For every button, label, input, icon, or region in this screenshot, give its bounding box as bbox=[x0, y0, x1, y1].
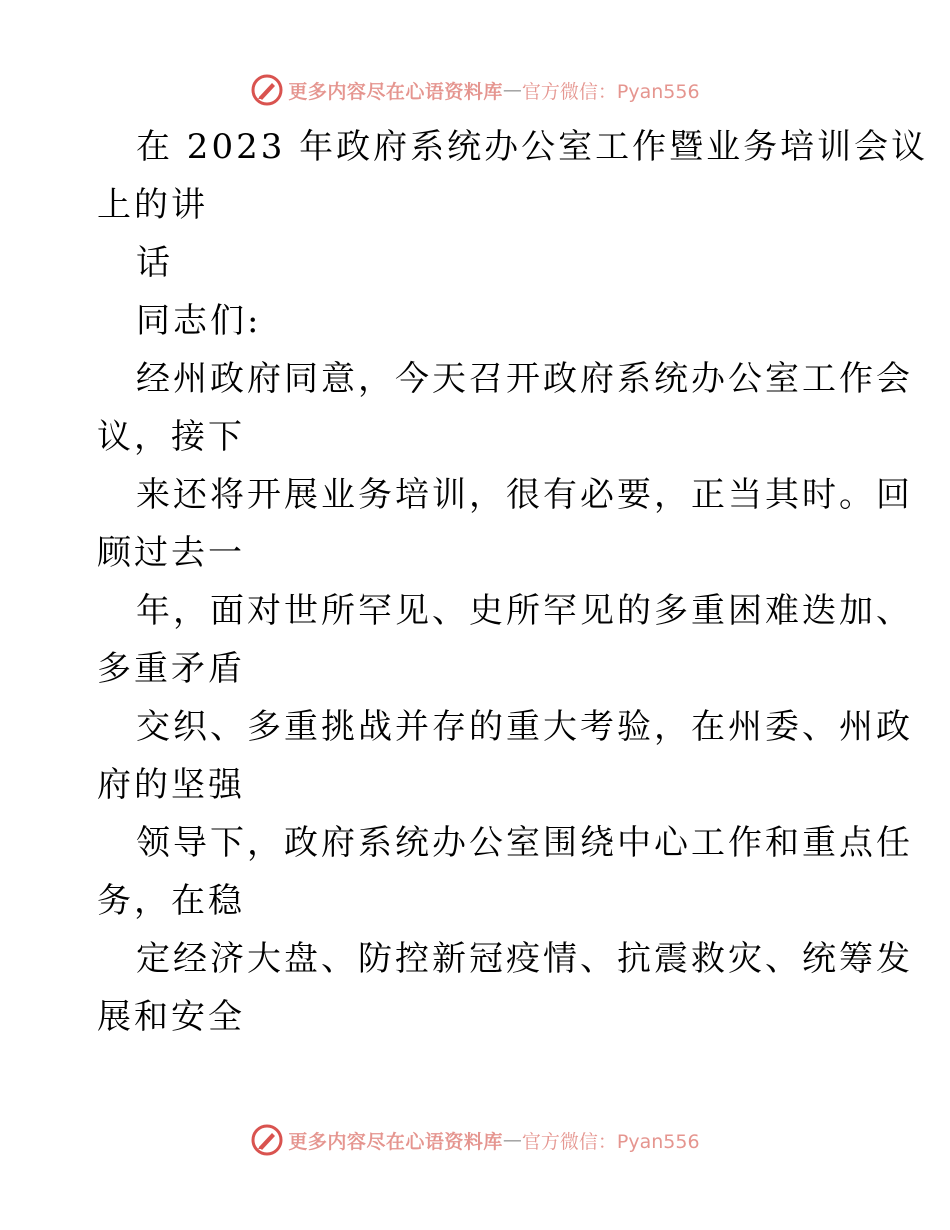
document-title-line-1: 在 2023 年政府系统办公室工作暨业务培训会议 bbox=[136, 127, 929, 167]
paragraph-line: 府的坚强 bbox=[97, 765, 245, 805]
document-title-line-3: 话 bbox=[136, 243, 173, 283]
watermark-brand: 更多内容尽在心语资料库 bbox=[288, 1130, 503, 1153]
salutation: 同志们: bbox=[136, 301, 262, 341]
watermark-dash: — bbox=[502, 79, 522, 101]
paragraph-line: 议，接下 bbox=[97, 417, 245, 457]
header-watermark bbox=[0, 70, 950, 110]
watermark-dash: — bbox=[502, 1129, 522, 1151]
paragraph-line: 展和安全 bbox=[97, 997, 245, 1037]
watermark-wechat: 官方微信：Pyan556 bbox=[521, 80, 700, 103]
pen-logo-icon bbox=[250, 73, 284, 107]
paragraph-line: 务，在稳 bbox=[97, 881, 245, 921]
paragraph-line: 交织、多重挑战并存的重大考验，在州委、州政 bbox=[136, 707, 913, 747]
paragraph-line: 经州政府同意，今天召开政府系统办公室工作会 bbox=[136, 359, 913, 399]
paragraph-line: 年，面对世所罕见、史所罕见的多重困难迭加、 bbox=[136, 591, 913, 631]
paragraph-line: 多重矛盾 bbox=[97, 649, 245, 689]
paragraph-line: 来还将开展业务培训，很有必要，正当其时。回 bbox=[136, 475, 913, 515]
paragraph-line: 顾过去一 bbox=[97, 533, 245, 573]
footer-watermark bbox=[0, 1120, 950, 1160]
watermark-brand: 更多内容尽在心语资料库 bbox=[288, 80, 503, 103]
watermark-wechat: 官方微信：Pyan556 bbox=[521, 1130, 700, 1153]
paragraph-line: 领导下，政府系统办公室围绕中心工作和重点任 bbox=[136, 823, 913, 863]
pen-logo-icon bbox=[250, 1123, 284, 1157]
paragraph-line: 定经济大盘、防控新冠疫情、抗震救灾、统筹发 bbox=[136, 939, 913, 979]
document-title-line-2: 上的讲 bbox=[97, 185, 208, 225]
